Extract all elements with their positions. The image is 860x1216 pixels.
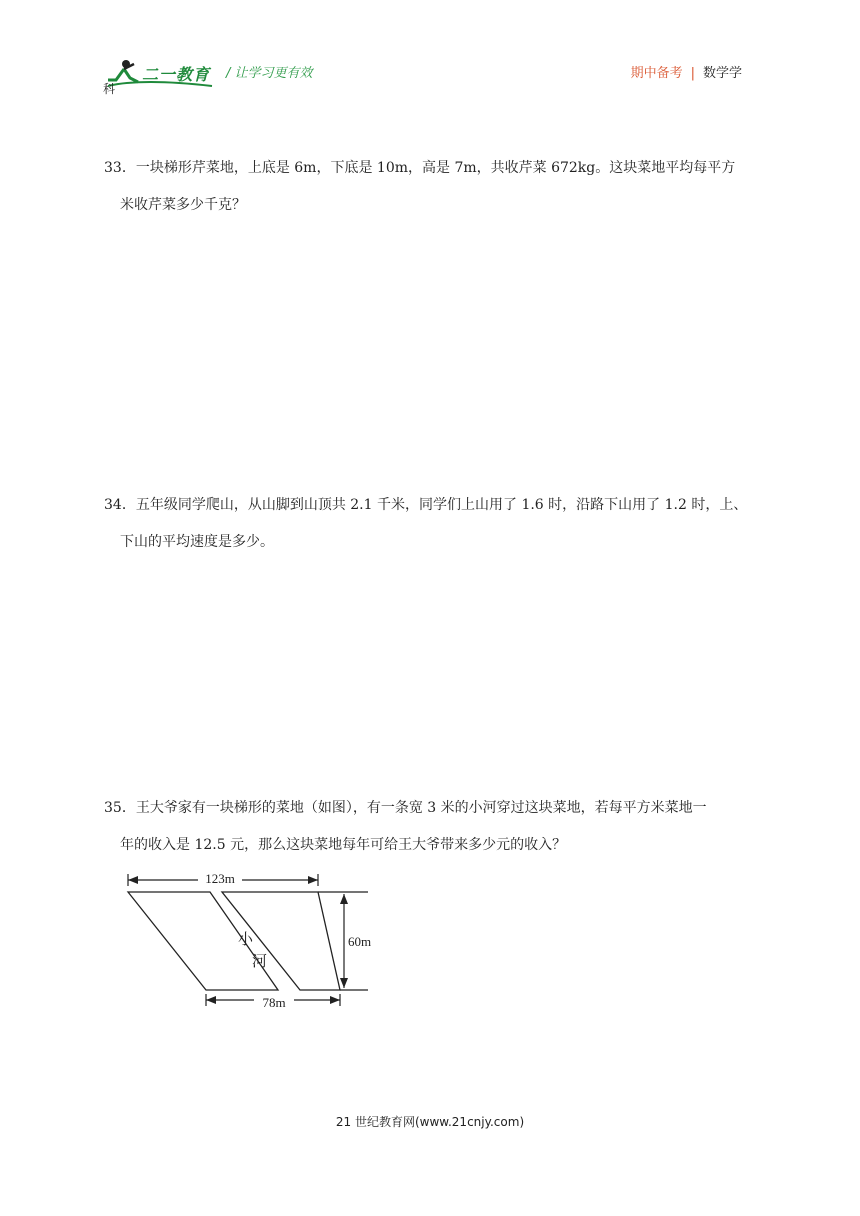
trapezoid-river-figure (118, 866, 378, 1012)
top-label: 123m (205, 871, 235, 886)
river-char-1: 小 (238, 930, 254, 948)
field-left-piece (128, 892, 278, 990)
question-number: 34． (104, 497, 136, 513)
logo-name: 二一教育 (142, 65, 211, 84)
question-text-line1: 一块梯形芹菜地，上底是 6m，下底是 10m，高是 7m，共收芹菜 672kg。这块菜地平均每平方 (135, 160, 736, 176)
question-text-line1: 五年级同学爬山，从山脚到山顶共 2.1 千米，同学们上山用了 1.6 时，沿路下山用了 1.2 时，上、 (135, 497, 748, 513)
question-35 (104, 790, 760, 864)
question-33 (104, 150, 760, 224)
page-header (0, 0, 860, 110)
subject-label: 数学学 (702, 66, 742, 81)
logo-subtext: 科 (103, 82, 116, 96)
bottom-label: 78m (262, 995, 286, 1010)
question-text-line2: 下山的平均速度是多少。 (120, 534, 274, 550)
page-footer: 21 世纪教育网(www.21cnjy.com) (335, 1115, 525, 1129)
question-number: 33． (104, 160, 136, 176)
height-label: 60m (348, 934, 372, 949)
river-char-2: 河 (252, 952, 268, 970)
question-34 (104, 487, 760, 561)
header-exam-info (631, 62, 742, 81)
question-text-line2: 年的收入是 12.5 元，那么这块菜地每年可给王大爷带来多少元的收入？ (120, 837, 567, 853)
question-text-line1: 王大爷家有一块梯形的菜地（如图），有一条宽 3 米的小河穿过这块菜地，若每平方米菜地一 (135, 800, 707, 816)
header-separator: | (690, 66, 695, 81)
question-text-line2: 米收芹菜多少千克？ (120, 197, 246, 213)
question-number: 35． (104, 800, 136, 816)
exam-label: 期中备考 (630, 66, 683, 81)
header-slogan: / 让学习更有效 (226, 66, 313, 81)
